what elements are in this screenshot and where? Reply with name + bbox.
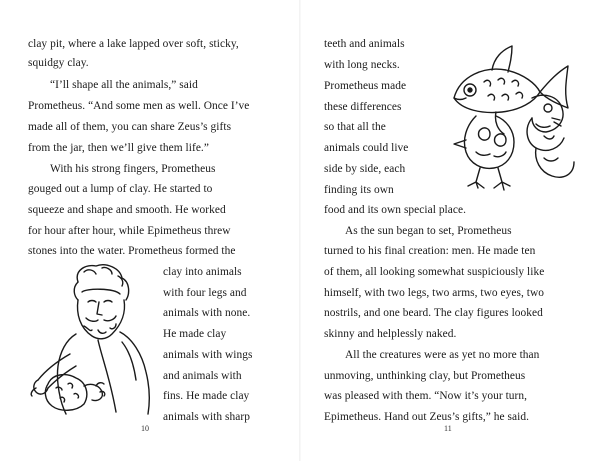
text-line: animals with sharp: [163, 411, 250, 423]
text-line: animals with wings: [163, 349, 253, 361]
text-line: for hour after hour, while Epimetheus threw: [28, 225, 231, 237]
text-line: with four legs and: [163, 287, 247, 299]
text-line: Prometheus. “And some men as well. Once I’ve: [28, 100, 250, 112]
text-line: stones into the water. Prometheus formed the: [28, 245, 236, 257]
text-line: Epimetheus. Hand out Zeus’s gifts,” he said.: [324, 411, 529, 423]
text-line: All the creatures were as yet no more than: [345, 349, 540, 361]
text-line: so that all the: [324, 121, 386, 133]
text-line: with long necks.: [324, 59, 400, 71]
text-line: squeeze and shape and smooth. He worked: [28, 204, 226, 216]
text-line: these differences: [324, 101, 402, 113]
prometheus-sculpting-clay-illustration: [26, 262, 158, 417]
text-line: nostrils, and one beard. The clay figures looked: [324, 307, 543, 319]
text-line: With his strong fingers, Prometheus: [50, 163, 216, 175]
text-line: animals could live: [324, 142, 409, 154]
text-line: skinny and helplessly naked.: [324, 328, 457, 340]
text-line: Prometheus made: [324, 80, 407, 92]
text-line: gouged out a lump of clay. He started to: [28, 183, 213, 195]
text-line: and animals with: [163, 370, 242, 382]
text-line: fins. He made clay: [163, 390, 250, 402]
page-number-left: 10: [141, 424, 149, 433]
text-line: He made clay: [163, 328, 227, 340]
text-line: squidgy clay.: [28, 57, 89, 69]
text-line: As the sun began to set, Prometheus: [345, 225, 512, 237]
text-line: food and its own special place.: [324, 204, 466, 216]
page-number-right: 11: [444, 424, 452, 433]
text-line: of them, all looking somewhat suspiciously like: [324, 266, 545, 278]
text-line: was pleased with them. “Now it’s your turn,: [324, 390, 528, 402]
text-line: turned to his final creation: men. He made ten: [324, 245, 536, 257]
page-gutter: [299, 0, 301, 461]
text-line: teeth and animals: [324, 38, 405, 50]
text-line: clay pit, where a lake lapped over soft, sticky,: [28, 38, 239, 50]
text-line: clay into animals: [163, 266, 242, 278]
text-line: “I’ll shape all the animals,” said: [50, 79, 198, 91]
text-line: animals with none.: [163, 307, 251, 319]
text-line: unmoving, unthinking clay, but Prometheus: [324, 370, 526, 382]
text-line: himself, with two legs, two arms, two eyes, two: [324, 287, 545, 299]
text-line: side by side, each: [324, 163, 406, 175]
text-line: finding its own: [324, 184, 394, 196]
text-line: from the jar, then we’ll give them life.”: [28, 142, 209, 154]
clay-creatures-fish-serpent-illustration: [440, 36, 580, 194]
text-line: made all of them, you can share Zeus’s gifts: [28, 121, 232, 133]
